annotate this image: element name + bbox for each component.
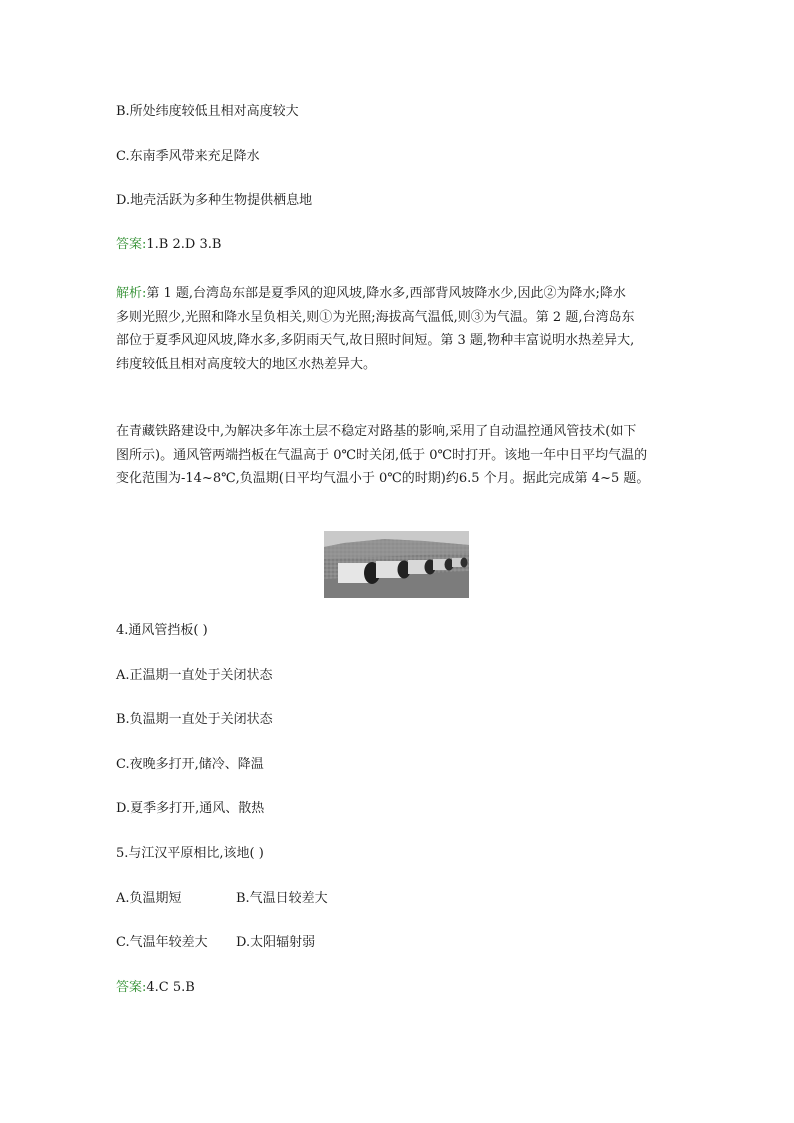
q5-options-row-1 <box>116 891 328 907</box>
question-5-title: 5.与江汉平原相比,该地( ) <box>116 846 264 861</box>
answer-label: 答案: <box>116 237 147 252</box>
ventilation-pipe-photo <box>324 531 469 598</box>
q5-option-b: B.气温日较差大 <box>236 891 328 906</box>
answer-text: 1.B 2.D 3.B <box>146 237 222 252</box>
analysis-paragraph <box>116 282 682 376</box>
q4-option-d: D.夏季多打开,通风、散热 <box>116 801 265 816</box>
question-4-title: 4.通风管挡板( ) <box>116 623 208 638</box>
q5-option-c: C.气温年较差大 <box>116 935 208 950</box>
analysis-line: 纬度较低且相对高度较大的地区水热差异大。 <box>116 356 377 372</box>
answer-line <box>116 237 221 253</box>
answer-label: 答案: <box>116 980 147 995</box>
option-c: C.东南季风带来充足降水 <box>116 149 260 164</box>
q4-option-a: A.正温期一直处于关闭状态 <box>116 668 273 683</box>
q5-option-a: A.负温期短 <box>116 891 182 906</box>
option-d: D.地壳活跃为多种生物提供栖息地 <box>116 193 313 208</box>
stem-line: 在青藏铁路建设中,为解决多年冻土层不稳定对路基的影响,采用了自动温控通风管技术(如下 <box>116 424 637 439</box>
stem-line: 变化范围为-14~8℃,负温期(日平均气温小于 0℃的时期)约6.5 个月。据此完成第 4~5 题。 <box>116 471 650 486</box>
q4-option-b: B.负温期一直处于关闭状态 <box>116 712 273 727</box>
analysis-label: 解析: <box>116 286 147 301</box>
question-stem <box>116 420 682 491</box>
analysis-line: 部位于夏季风迎风坡,降水多,多阴雨天气,故日照时间短。第 3 题,物种丰富说明水热差异大, <box>116 333 635 348</box>
option-b: B.所处纬度较低且相对高度较大 <box>116 104 299 119</box>
analysis-line: 解析:第 1 题,台湾岛东部是夏季风的迎风坡,降水多,西部背风坡降水少,因此②为降水;降水 <box>116 286 626 301</box>
answer-line-2 <box>116 980 195 996</box>
q5-options-row-2 <box>116 935 315 951</box>
stem-line: 图所示)。通风管两端挡板在气温高于 0℃时关闭,低于 0℃时打开。该地一年中日平均气温的 <box>116 447 648 463</box>
analysis-line: 多则光照少,光照和降水呈负相关,则①为光照;海拔高气温低,则③为气温。第 2 题,台湾岛东 <box>116 309 635 325</box>
answer-text: 4.C 5.B <box>146 980 195 995</box>
q5-option-d: D.太阳辐射弱 <box>236 935 316 950</box>
q4-option-c: C.夜晚多打开,储冷、降温 <box>116 757 264 772</box>
